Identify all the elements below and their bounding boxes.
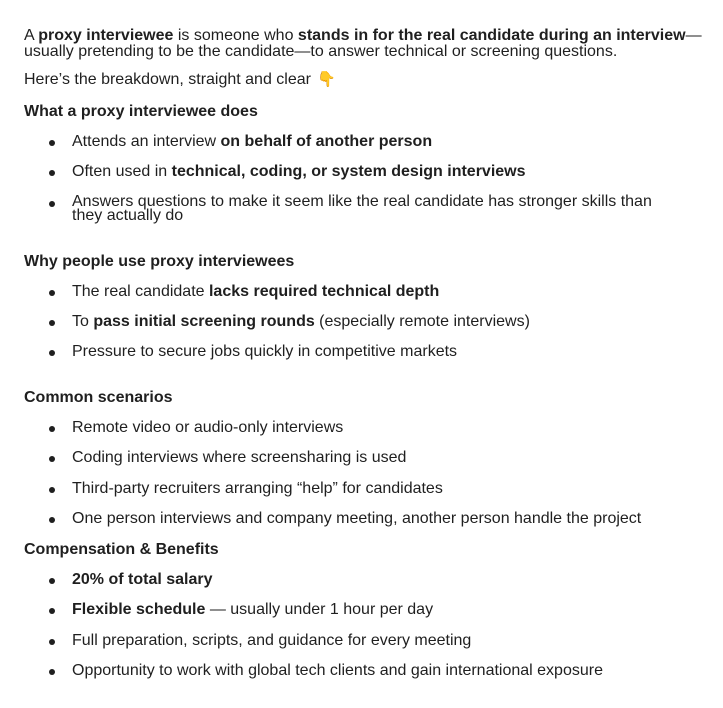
list-item — [24, 633, 704, 663]
bullet-icon — [49, 170, 55, 176]
bullet-icon — [49, 487, 55, 493]
item-text: Coding interviews where screensharing is used — [72, 449, 407, 466]
list-does — [24, 134, 704, 223]
list-item — [24, 663, 704, 679]
list-why — [24, 284, 704, 360]
intro-text: is someone who — [173, 27, 298, 44]
list-scenarios — [24, 420, 704, 527]
list-item — [24, 134, 704, 164]
section-heading-scenarios: Common scenarios — [24, 389, 173, 406]
section-heading-why: Why people use proxy interviewees — [24, 253, 295, 270]
item-text: Answers questions to make it seem like the real candidate has stronger skills than they actually do — [72, 193, 652, 224]
list-item — [24, 420, 704, 450]
bullet-icon — [49, 426, 55, 432]
list-item — [24, 284, 704, 314]
item-bold: 20% of total salary — [72, 571, 213, 588]
bullet-icon — [49, 290, 55, 296]
item-bold: pass initial screening rounds — [93, 313, 315, 330]
item-bold: on behalf of another person — [220, 133, 433, 150]
breakdown-line — [24, 72, 336, 88]
list-item — [24, 450, 704, 481]
bullet-icon — [49, 140, 55, 146]
intro-paragraph — [24, 28, 704, 60]
item-text: Attends an interview — [72, 133, 221, 150]
item-text: Remote video or audio-only interviews — [72, 419, 344, 436]
item-text: The real candidate — [72, 283, 209, 300]
bullet-icon — [49, 608, 55, 614]
bullet-icon — [49, 639, 55, 645]
bullet-icon — [49, 517, 55, 523]
item-text: Full preparation, scripts, and guidance for every meeting — [72, 632, 472, 649]
list-item — [24, 195, 704, 223]
item-text: To — [72, 313, 94, 330]
list-item — [24, 511, 704, 527]
list-item — [24, 164, 704, 195]
list-compensation — [24, 572, 704, 679]
section-heading-does: What a proxy interviewee does — [24, 103, 258, 120]
intro-text: —usually pretending to be the candidate—to answer technical or screening questions. — [24, 27, 702, 60]
item-text: Often used in — [72, 163, 172, 180]
item-text: (especially remote interviews) — [314, 313, 530, 330]
intro-bold: stands in for the real candidate during an interview — [297, 27, 686, 44]
intro-bold: proxy interviewee — [38, 27, 174, 44]
item-text: One person interviews and company meeting, another person handle the project — [72, 510, 642, 527]
item-text: Opportunity to work with global tech clients and gain international exposure — [72, 662, 603, 679]
bullet-icon — [49, 456, 55, 462]
list-item — [24, 481, 704, 511]
bullet-icon — [49, 320, 55, 326]
item-bold: technical, coding, or system design interviews — [171, 163, 526, 180]
item-text: Pressure to secure jobs quickly in competitive markets — [72, 343, 458, 360]
list-item — [24, 344, 704, 360]
bullet-icon — [49, 578, 55, 584]
list-item — [24, 602, 704, 633]
bullet-icon — [49, 350, 55, 356]
bullet-icon — [49, 669, 55, 675]
item-text: — usually under 1 hour per day — [205, 601, 434, 618]
section-heading-compensation: Compensation & Benefits — [24, 541, 219, 558]
bullet-icon — [49, 201, 55, 207]
item-bold: lacks required technical depth — [208, 283, 440, 300]
intro-text: A — [24, 27, 39, 44]
item-text: Third-party recruiters arranging “help” for candidates — [72, 480, 443, 497]
pointing-down-icon: 👇 — [316, 71, 336, 88]
list-item — [24, 572, 704, 602]
breakdown-text: Here’s the breakdown, straight and clear — [24, 71, 311, 88]
list-item — [24, 314, 704, 344]
item-bold: Flexible schedule — [72, 601, 206, 618]
